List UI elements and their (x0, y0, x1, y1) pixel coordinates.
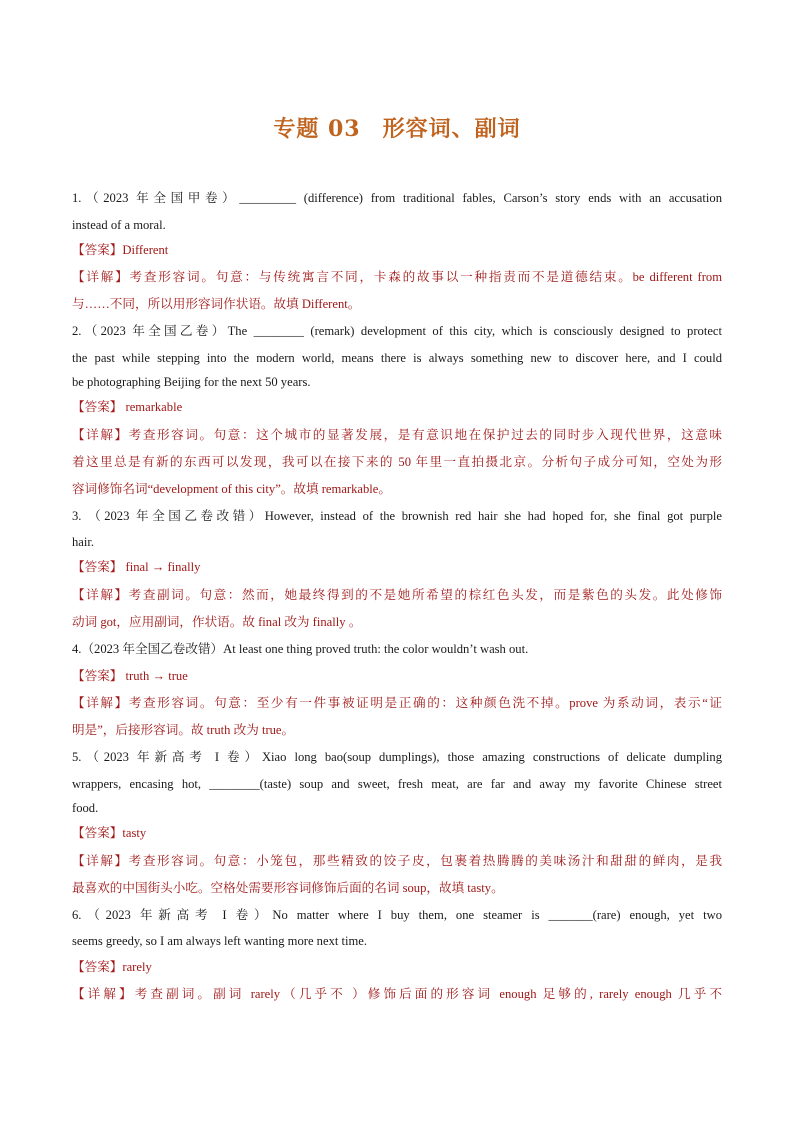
question-2-answer: 【答案】 remarkable (72, 400, 183, 414)
question-1-explanation: 【详解】考查形容词。句意：与传统寓言不同，卡森的故事以一种指责而不是道德结束。be different from (72, 270, 722, 284)
page-title (0, 112, 794, 143)
question-5-explanation: 【详解】考查形容词。句意：小笼包，那些精致的饺子皮，包裹着热腾腾的美味汤汁和甜甜的鲜肉，是我 (72, 854, 722, 868)
question-1-stem: 1.（2023 年全国甲卷）_________ (difference) from traditional fables, Carson’s story ends with an accusation (72, 191, 722, 205)
question-3-explanation-cont: 动词 got，应用副词，作状语。故 final 改为 finally 。 (72, 615, 362, 629)
question-2-explanation: 【详解】考查形容词。句意：这个城市的显著发展，是有意识地在保护过去的同时步入现代世界，这意味 (72, 428, 722, 442)
question-6-explanation: 【详解】考查副词。副词 rarely（几乎不 ）修饰后面的形容词 enough 足够的, rarely enough 几乎不 (72, 987, 722, 1001)
title-topic-number: 专题 03 (273, 116, 361, 142)
question-2-explanation-cont-2: 容词修饰名词“development of this city”。故填 remarkable。 (72, 482, 391, 496)
question-2-stem-cont-2: be photographing Beijing for the next 50 years. (72, 375, 311, 389)
question-1-stem-cont: instead of a moral. (72, 218, 166, 232)
question-5-stem-cont-2: food. (72, 801, 99, 815)
question-2-explanation-cont-1: 着这里总是有新的东西可以发现，我可以在接下来的 50 年里一直拍摄北京。分析句子成分可知，空处为形 (72, 455, 722, 469)
question-5-stem: 5.（2023 年新高考 I 卷）Xiao long bao(soup dumplings), those amazing constructions of delicate dumpling (72, 750, 722, 764)
question-5-answer: 【答案】tasty (72, 826, 147, 840)
question-4-answer: 【答案】 truth → true (72, 669, 188, 683)
question-6-answer: 【答案】rarely (72, 960, 152, 974)
question-6-stem: 6.（2023 年新高考 I 卷）No matter where I buy them, one steamer is _______(rare) enough, yet two (72, 908, 722, 922)
question-3-explanation: 【详解】考查副词。句意：然而，她最终得到的不是她所希望的棕红色头发，而是紫色的头发。此处修饰 (72, 588, 722, 602)
question-1-answer: 【答案】Different (72, 243, 169, 257)
question-4-stem: 4.（2023 年全国乙卷改错）At least one thing proved truth: the color wouldn’t wash out. (72, 642, 529, 656)
question-5-explanation-cont: 最喜欢的中国街头小吃。空格处需要形容词修饰后面的名词 soup，故填 tasty。 (72, 881, 504, 895)
title-topic-name: 形容词、副词 (382, 116, 521, 142)
question-3-stem-cont: hair. (72, 535, 95, 549)
question-5-stem-cont-1: wrappers, encasing hot, ________(taste) soup and sweet, fresh meat, are far and away my favorite Chinese street (72, 777, 722, 791)
question-4-explanation-cont: 明是”，后接形容词。故 truth 改为 true。 (72, 723, 295, 737)
question-3-stem: 3. （2023 年全国乙卷改错）However, instead of the brownish red hair she had hoped for, she final got purple (72, 509, 722, 523)
question-2-stem-cont-1: the past while stepping into the modern world, means there is always something new to discover here, and I could (72, 351, 722, 365)
question-4-explanation: 【详解】考查形容词。句意：至少有一件事被证明是正确的：这种颜色洗不掉。prove 为系动词，表示“证 (72, 696, 722, 710)
question-1-explanation-cont: 与……不同，所以用形容词作状语。故填 Different。 (72, 297, 361, 311)
question-6-stem-cont: seems greedy, so I am always left wanting more next time. (72, 934, 368, 948)
question-3-answer: 【答案】 final → finally (72, 560, 201, 574)
question-2-stem: 2.（2023 年全国乙卷）The ________ (remark) development of this city, which is consciously designed to protect (72, 324, 722, 338)
